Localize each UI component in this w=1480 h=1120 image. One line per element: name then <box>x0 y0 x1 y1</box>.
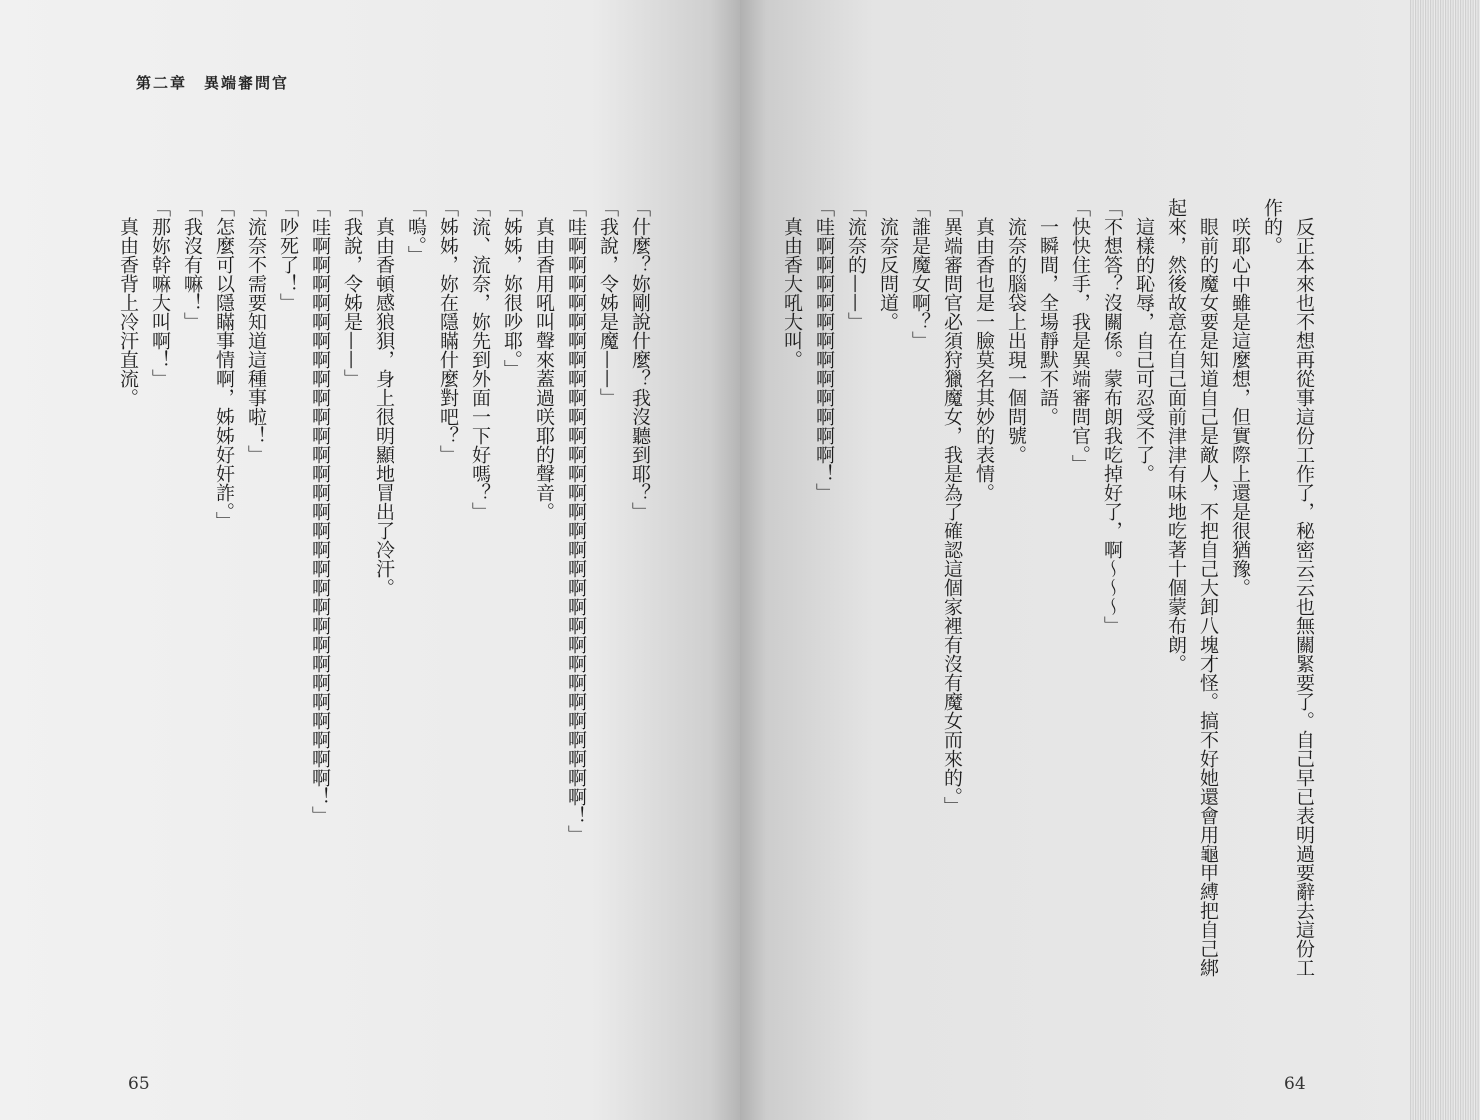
right_page-line: 「不想答？沒關係。蒙布朗我吃掉好了，啊～～～」 <box>1101 198 1123 635</box>
right_page-line: 「快快住手，我是異端審問官。」 <box>1069 198 1091 474</box>
running-head: 第二章 異端審問官 <box>136 74 290 92</box>
right_page-line: 流奈反問道。 <box>877 217 899 331</box>
left_page-line: 「哇啊啊啊啊啊啊啊啊啊啊啊啊啊啊啊啊啊啊啊啊啊啊啊啊啊啊啊啊啊！」 <box>309 198 331 825</box>
right_page-line: 「異端審問官必須狩獵魔女，我是為了確認這個家裡有沒有魔女而來的。」 <box>941 198 963 816</box>
right_page-line: 眼前的魔女要是知道自己是敵人，不把自己大卸八塊才怪。搞不好她還會用龜甲縛把自己綁 <box>1197 217 1219 977</box>
left_page-line: 「我沒有嘛！」 <box>181 198 203 331</box>
right-page-number: 64 <box>1284 1074 1306 1094</box>
right_page-line: 「流奈的——」 <box>845 198 867 331</box>
right_page-line: 咲耶心中雖是這麼想，但實際上還是很猶豫。 <box>1229 217 1251 597</box>
left_page-line: 真由香用吼叫聲來蓋過咲耶的聲音。 <box>533 217 555 521</box>
right-page-text <box>776 198 1320 1078</box>
left_page-line: 「我說，令姊是——」 <box>341 198 363 388</box>
left_page-line: 「姊姊，妳很吵耶。」 <box>501 198 523 379</box>
right_page-line: 這樣的恥辱，自己可忍受不了。 <box>1133 217 1155 483</box>
left-page-number: 65 <box>128 1074 150 1094</box>
left_page-line: 「哇啊啊啊啊啊啊啊啊啊啊啊啊啊啊啊啊啊啊啊啊啊啊啊啊啊啊啊啊啊啊！」 <box>565 198 587 844</box>
left_page-line: 「什麼？妳剛說什麼？我沒聽到耶？」 <box>629 198 651 521</box>
right_page-line: 流奈的腦袋上出現一個問號。 <box>1005 217 1027 464</box>
left_page-line: 「吵死了！」 <box>277 198 299 312</box>
left_page-line: 「怎麼可以隱瞞事情啊，姊姊好奸詐。」 <box>213 198 235 531</box>
left_page-line: 真由香頓感狼狽，身上很明顯地冒出了冷汗。 <box>373 217 395 597</box>
left_page-line: 「流、流奈，妳先到外面一下好嗎？」 <box>469 198 491 521</box>
left_page-line: 「姊姊，妳在隱瞞什麼對吧？」 <box>437 198 459 464</box>
right_page-line: 真由香大吼大叫。 <box>781 217 803 369</box>
page-edges <box>1410 0 1480 1120</box>
left_page-line: 真由香背上冷汗直流。 <box>117 217 139 407</box>
left-page-text <box>112 198 656 1078</box>
right_page-line: 「哇啊啊啊啊啊啊啊啊啊啊啊啊！」 <box>813 198 835 502</box>
right_page-line: 「誰是魔女啊？」 <box>909 198 931 350</box>
right-page <box>740 0 1410 1120</box>
right_page-line: 反正本來也不想再從事這份工作了，秘密云云也無關緊要了。自己早已表明過要辭去這份工 <box>1293 217 1315 977</box>
right_page-line: 起來，然後故意在自己面前津津有味地吃著十個蒙布朗。 <box>1165 198 1187 673</box>
left_page-line: 「流奈不需要知道這種事啦！」 <box>245 198 267 464</box>
left_page-line: 「我說，令姊是魔——」 <box>597 198 619 407</box>
left_page-line: 「那妳幹嘛大叫啊！」 <box>149 198 171 388</box>
right_page-line: 真由香也是一臉莫名其妙的表情。 <box>973 217 995 502</box>
right_page-line: 作的。 <box>1261 198 1283 255</box>
left_page-line: 「嗚。」 <box>405 198 427 265</box>
right_page-line: 一瞬間，全場靜默不語。 <box>1037 217 1059 426</box>
